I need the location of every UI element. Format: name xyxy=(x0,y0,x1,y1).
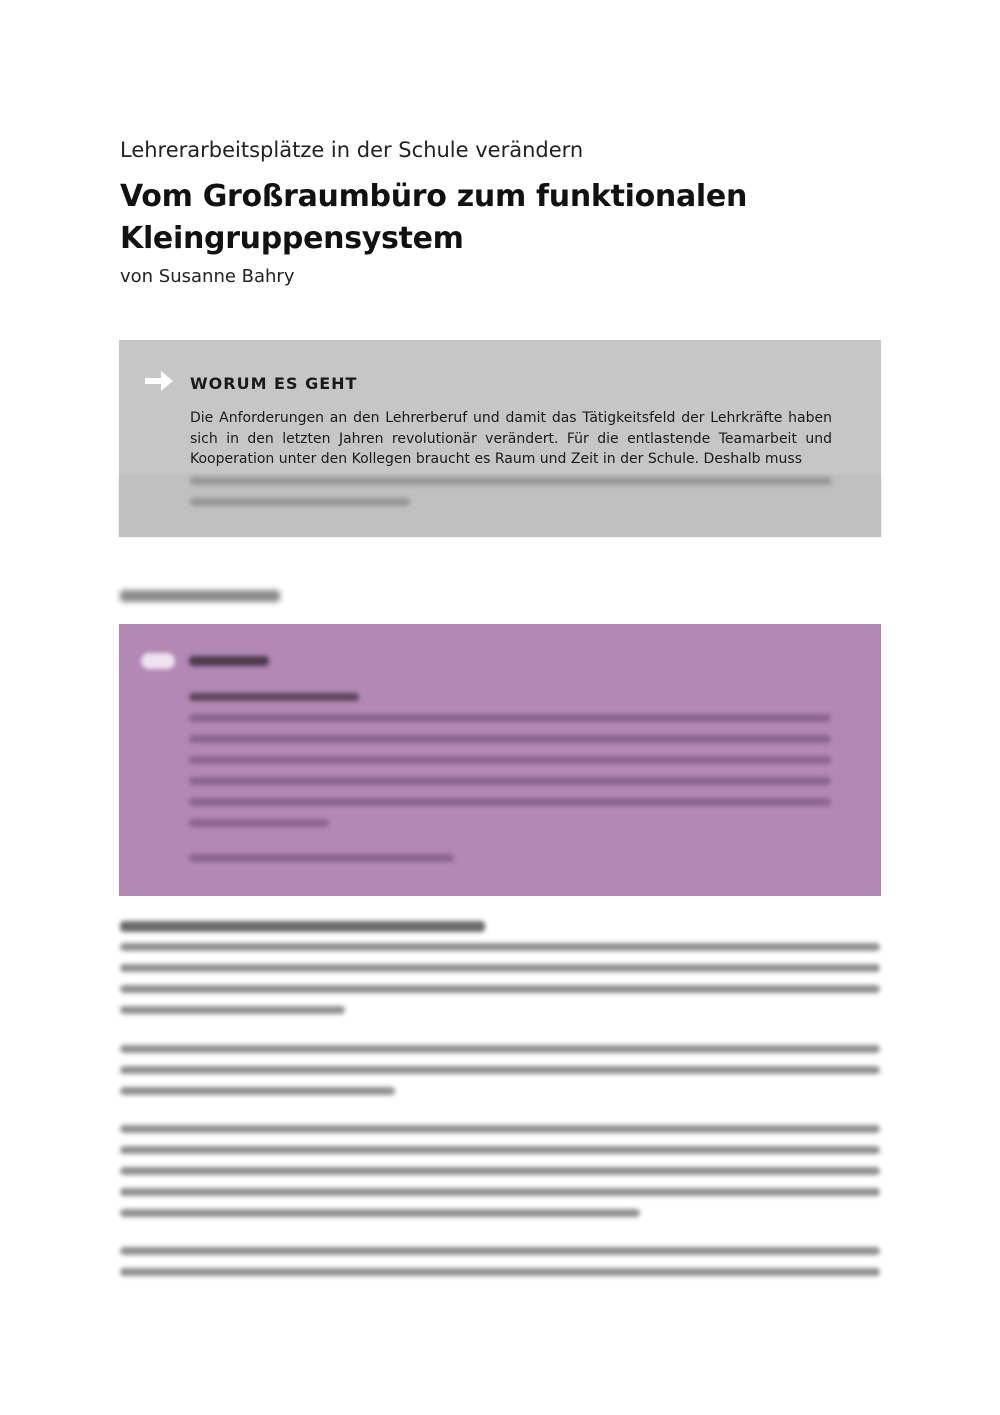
example-icon xyxy=(141,653,175,669)
blurred-line xyxy=(120,985,880,993)
blurred-line xyxy=(190,498,410,506)
example-box xyxy=(119,624,881,896)
blurred-line xyxy=(189,798,831,806)
blurred-line xyxy=(120,1188,880,1196)
intro-text: Die Anforderungen an den Lehrerberuf und damit das Tätigkeitsfeld der Lehrkräfte haben sich in den letzten Jahren revolutionär verändert. Für die entlastende Teamarbeit und Kooperation unter den Kollegen braucht es Raum und Zeit in der Schule. Deshalb muss xyxy=(190,410,832,467)
section-heading-blurred xyxy=(120,590,280,602)
blurred-line xyxy=(120,1066,880,1074)
blurred-line xyxy=(120,1006,345,1014)
blurred-line xyxy=(189,693,359,701)
blurred-line xyxy=(120,943,880,951)
subheading-blurred xyxy=(120,921,485,932)
blurred-line xyxy=(120,1087,395,1095)
intro-heading: WORUM ES GEHT xyxy=(190,374,358,393)
intro-box xyxy=(119,340,881,537)
blurred-line xyxy=(189,854,454,862)
blurred-line xyxy=(120,964,880,972)
blurred-line xyxy=(120,1247,880,1255)
intro-blurred-area xyxy=(119,474,881,537)
blurred-line xyxy=(120,1146,880,1154)
blurred-line xyxy=(189,819,329,827)
arrow-right-icon xyxy=(144,370,174,392)
kicker: Lehrerarbeitsplätze in der Schule verändern xyxy=(120,138,584,162)
blurred-line xyxy=(120,1125,880,1133)
blurred-line xyxy=(189,756,831,764)
blurred-line xyxy=(190,477,832,485)
blurred-line xyxy=(120,1045,880,1053)
blurred-line xyxy=(189,714,831,722)
blurred-line xyxy=(120,1209,640,1217)
blurred-line xyxy=(120,1167,880,1175)
blurred-line xyxy=(189,735,831,743)
author: von Susanne Bahry xyxy=(120,266,295,287)
page-title: Vom Großraumbüro zum funktionalen Kleingruppensystem xyxy=(120,179,747,256)
blurred-line xyxy=(120,1268,880,1276)
blurred-line xyxy=(189,777,831,785)
example-label-blurred xyxy=(189,656,269,666)
